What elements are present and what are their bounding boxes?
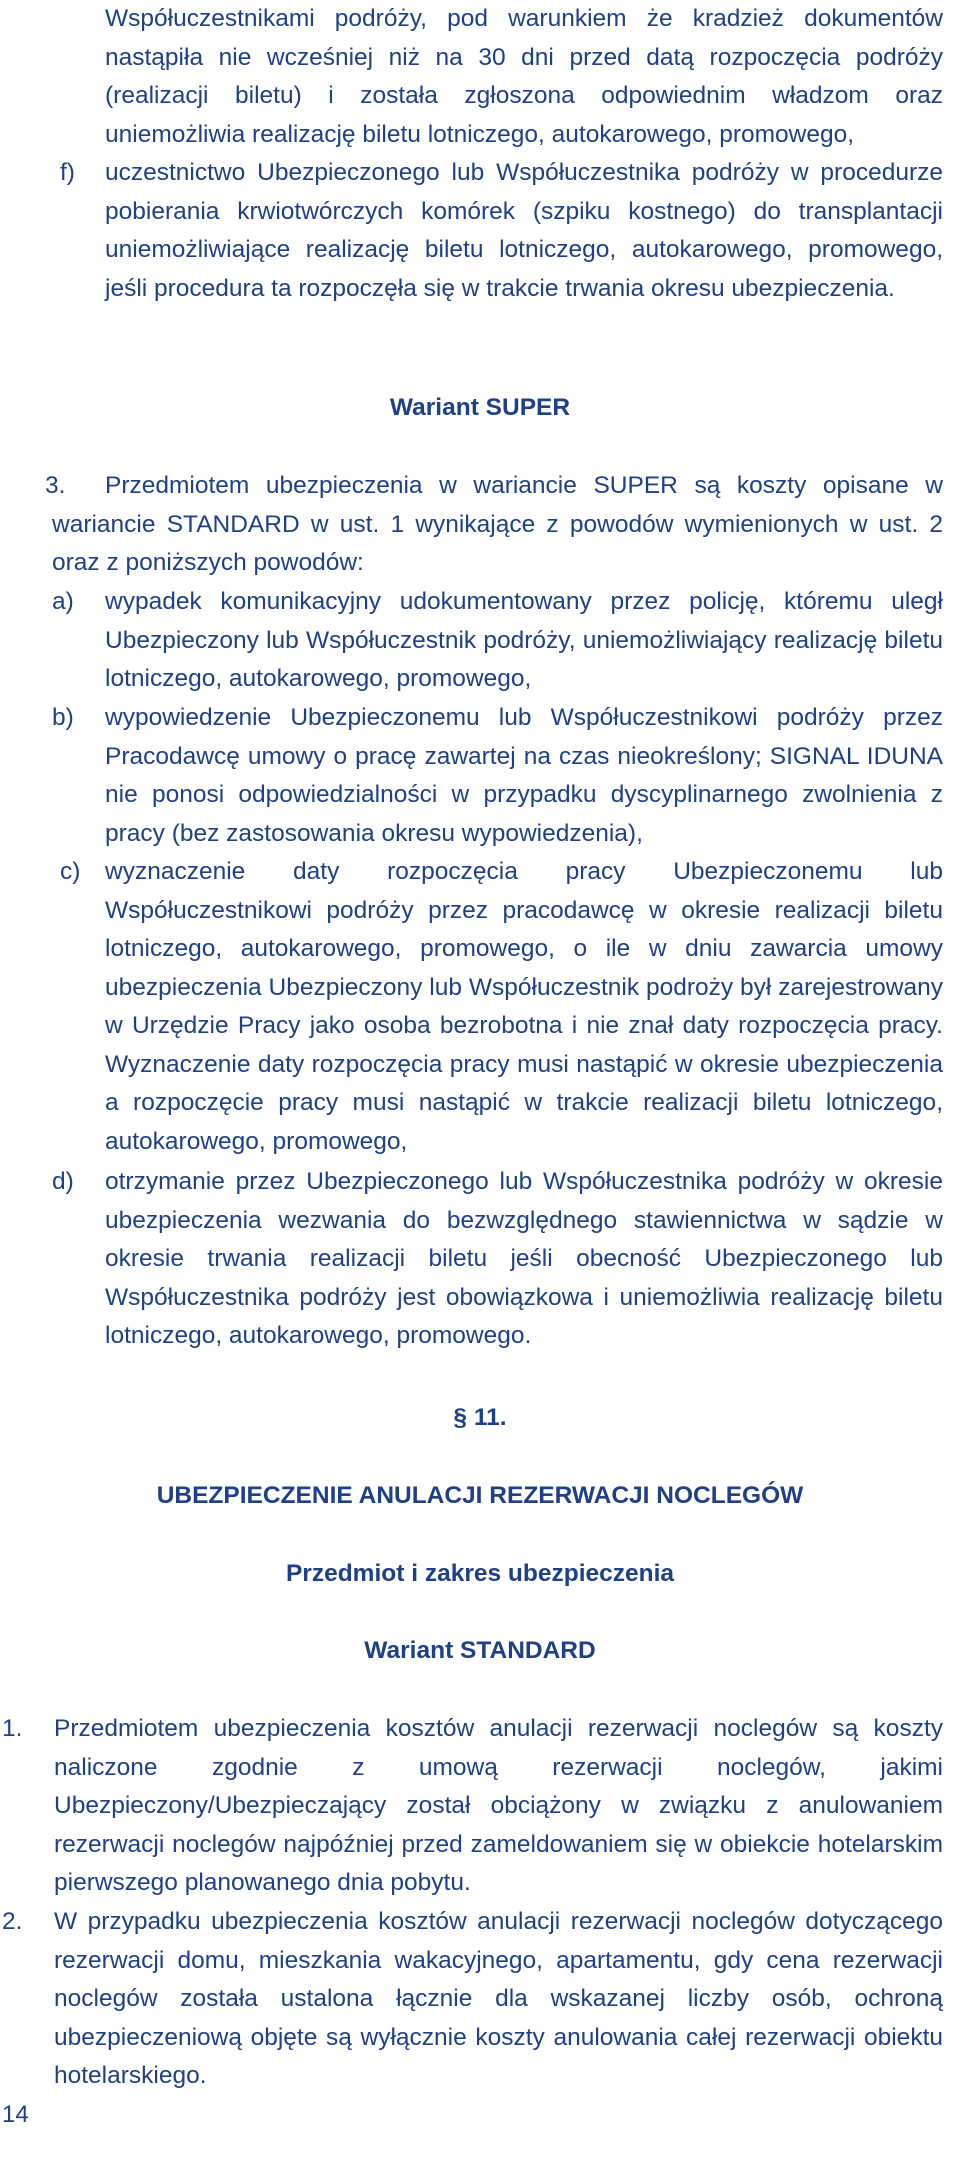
section-number: § 11. xyxy=(453,1404,507,1431)
item-d-text: otrzymanie przez Ubezpieczonego lub Współuczestnika podróży w okresie ubezpieczenia wezwania do bezwzględnego stawiennictwa w sądzie w okresie trwania realizacji biletu jeśli obecność Ubezpieczonego lub Współuczestnika podróży jest obowiązkowa i uniemożliwia realizację biletu lotniczego, autokarowego, promowego. xyxy=(105,1168,943,1349)
section-title: UBEZPIECZENIE ANULACJI REZERWACJI NOCLEGÓW xyxy=(156,1482,804,1509)
page-number: 14 xyxy=(2,2101,29,2128)
point-2-text: W przypadku ubezpieczenia kosztów anulacji rezerwacji noclegów dotyczącego rezerwacji domu, mieszkania wakacyjnego, apartamentu, gdy cena rezerwacji noclegów została ustalona łącznie dla wskazanej liczby osób, ochroną ubezpieczeniową objęte są wyłącznie koszty anulowania całej rezerwacji obiektu hotelarskiego. xyxy=(54,1908,943,2089)
wariant-super-heading: Wariant SUPER xyxy=(389,394,571,421)
item-a-text: wypadek komunikacyjny udokumentowany przez policję, któremu uległ Ubezpieczony lub Współuczestnik podróży, uniemożliwiający realizację biletu lotniczego, autokarowego, promowego, xyxy=(105,588,943,692)
paragraph-e-continuation: Współuczestnikami podróży, pod warunkiem że kradzież dokumentów nastąpiła nie wcześniej niż na 30 dni przed datą rozpoczęcia podróży (realizacji biletu) i została zgłoszona odpowiednim władzom oraz uniemożliwia realizację biletu lotniczego, autokarowego, promowego, xyxy=(105,5,943,148)
wariant-standard-heading: Wariant STANDARD xyxy=(364,1637,596,1664)
point-3-label: 3. xyxy=(45,472,66,499)
item-a-label: a) xyxy=(52,588,74,615)
item-c-label: c) xyxy=(60,858,81,885)
item-c-text: wyznaczenie daty rozpoczęcia pracy Ubezpieczonemu lub Współuczestnikowi podróży przez pracodawcę w okresie realizacji biletu lotniczego, autokarowego, promowego, o ile w dniu zawarcia umowy ubezpieczenia Ubezpieczony lub Współuczestnik podroży był zarejestrowany w Urzędzie Pracy jako osoba bezrobotna i nie znał daty rozpoczęcia pracy. Wyznaczenie daty rozpoczęcia pracy musi nastąpić w okresie ubezpieczenia a rozpoczęcie pracy musi nastąpić w trakcie realizacji biletu lotniczego, autokarowego, promowego, xyxy=(105,858,943,1155)
section-subtitle: Przedmiot i zakres ubezpieczenia xyxy=(285,1560,675,1587)
item-f-text: uczestnictwo Ubezpieczonego lub Współuczestnika podróży w procedurze pobierania krwiotwórczych komórek (szpiku kostnego) do transplantacji uniemożliwiające realizację biletu lotniczego, autokarowego, promowego, jeśli procedura ta rozpoczęła się w trakcie trwania okresu ubezpieczenia. xyxy=(105,159,943,302)
item-d-label: d) xyxy=(52,1168,74,1195)
point-2-label: 2. xyxy=(2,1908,23,1935)
point-1-text: Przedmiotem ubezpieczenia kosztów anulacji rezerwacji noclegów są koszty naliczone zgodnie z umową rezerwacji noclegów, jakimi Ubezpieczony/Ubezpieczający został obciążony w związku z anulowaniem rezerwacji noclegów najpóźniej przed zameldowaniem się w obiekcie hotelarskim pierwszego planowanego dnia pobytu. xyxy=(54,1715,943,1896)
point-3-text: Przedmiotem ubezpieczenia w wariancie SUPER są koszty opisane w wariancie STANDARD w ust. 1 wynikające z powodów wymienionych w ust. 2 oraz z poniższych powodów: xyxy=(52,472,943,576)
point-1-label: 1. xyxy=(2,1715,23,1742)
item-b-label: b) xyxy=(52,704,74,731)
item-b-text: wypowiedzenie Ubezpieczonemu lub Współuczestnikowi podróży przez Pracodawcę umowy o pracę zawartej na czas nieokreślony; SIGNAL IDUNA nie ponosi odpowiedzialności w przypadku dyscyplinarnego zwolnienia z pracy (bez zastosowania okresu wypowiedzenia), xyxy=(105,704,943,847)
item-f-label: f) xyxy=(60,159,75,186)
